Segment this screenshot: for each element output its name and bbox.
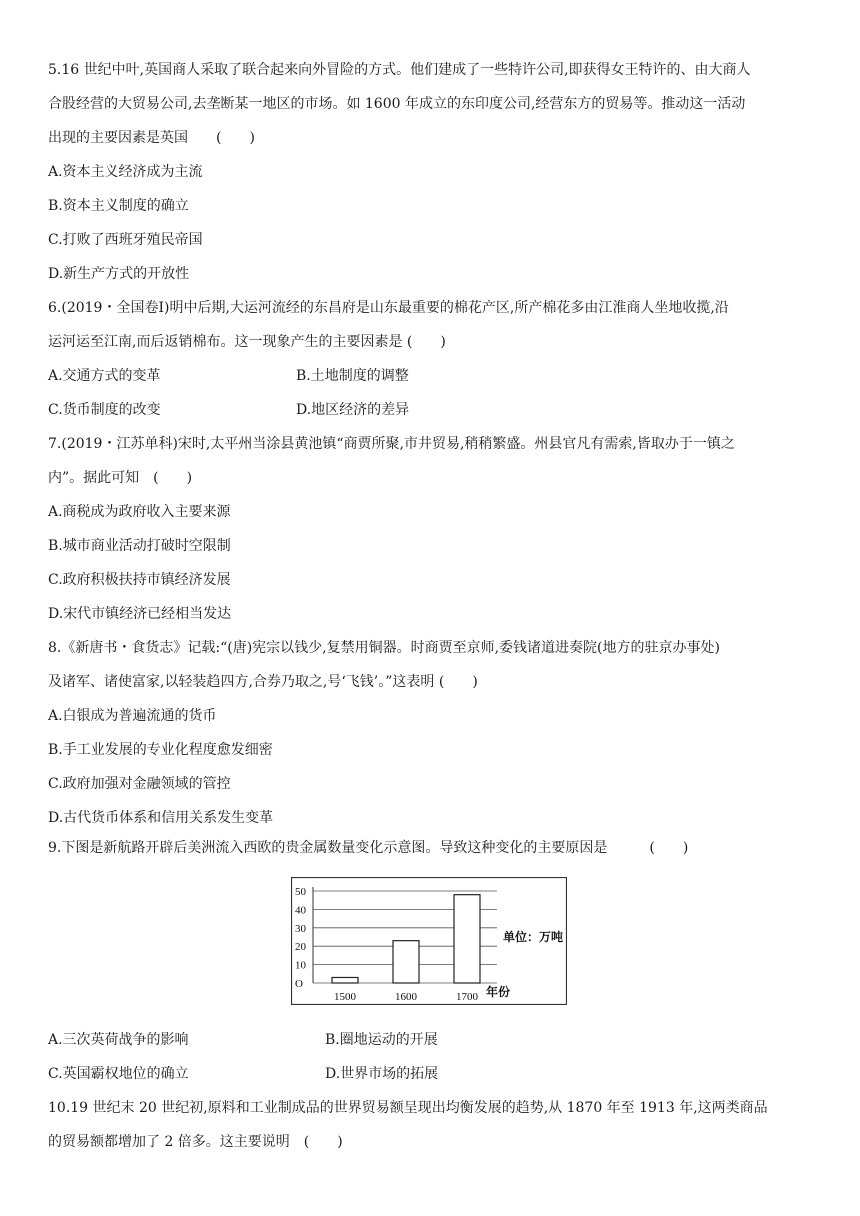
x-tick-label: 1600 xyxy=(395,991,417,1003)
q6-option-c[interactable]: C.货币制度的改变 xyxy=(48,402,161,418)
bar-1600 xyxy=(393,941,419,983)
y-tick-label: 30 xyxy=(295,922,306,935)
y-tick-label: O xyxy=(295,978,303,990)
q7-option-a[interactable]: A.商税成为政府收入主要来源 xyxy=(48,504,231,520)
bar-1500 xyxy=(332,977,358,983)
q9-stem-line-1: 9.下图是新航路开辟后美洲流入西欧的贵金属数量变化示意图。导致这种变化的主要原因是 ( ) xyxy=(48,840,689,856)
y-tick-label: 10 xyxy=(295,959,306,972)
q10-stem-line-1: 10.19 世纪末 20 世纪初,原料和工业制成品的世界贸易额呈现出均衡发展的趋势,从 1870 年至 1913 年,这两类商品 xyxy=(48,1100,768,1116)
q5-option-d[interactable]: D.新生产方式的开放性 xyxy=(48,266,190,282)
bar-1700 xyxy=(454,895,480,983)
q9-option-d[interactable]: D.世界市场的拓展 xyxy=(325,1066,439,1082)
q6-stem-line-1: 6.(2019・全国卷Ⅰ)明中后期,大运河流经的东昌府是山东最重要的棉花产区,所产棉花多由江淮商人坐地收揽,沿 xyxy=(48,300,729,316)
q5-stem-line-3: 出现的主要因素是英国 ( ) xyxy=(48,130,255,146)
q6-option-d[interactable]: D.地区经济的差异 xyxy=(296,402,410,418)
q8-stem-line-2: 及诸军、诸使富家,以轻装趋四方,合券乃取之,号‘飞钱’。”这表明 ( ) xyxy=(48,674,478,690)
q6-option-a[interactable]: A.交通方式的变革 xyxy=(48,368,161,384)
q10-stem-line-2: 的贸易额都增加了 2 倍多。这主要说明 ( ) xyxy=(48,1134,343,1150)
q5-stem-line-1: 5.16 世纪中叶,英国商人采取了联合起来向外冒险的方式。他们建成了一些特许公司,即获得女王特许的、由大商人 xyxy=(48,62,751,78)
q5-option-b[interactable]: B.资本主义制度的确立 xyxy=(48,198,189,214)
y-tick-label: 20 xyxy=(295,941,306,954)
q6-option-b[interactable]: B.土地制度的调整 xyxy=(296,368,409,384)
y-tick-label: 50 xyxy=(295,886,306,898)
q8-option-a[interactable]: A.白银成为普遍流通的货币 xyxy=(48,708,217,724)
q8-option-d[interactable]: D.古代货币体系和信用关系发生变革 xyxy=(48,810,274,826)
q5-option-c[interactable]: C.打败了西班牙殖民帝国 xyxy=(48,232,203,248)
q5-stem-line-2: 合股经营的大贸易公司,去垄断某一地区的市场。如 1600 年成立的东印度公司,经营东方的贸易等。推动这一活动 xyxy=(48,96,746,112)
chart-unit-label: 单位：万吨 xyxy=(503,930,564,944)
q8-option-b[interactable]: B.手工业发展的专业化程度愈发细密 xyxy=(48,742,273,758)
q9-option-a[interactable]: A.三次英荷战争的影响 xyxy=(48,1032,189,1048)
q8-option-c[interactable]: C.政府加强对金融领域的管控 xyxy=(48,776,231,792)
precious-metals-bar-chart xyxy=(291,877,567,1005)
q5-option-a[interactable]: A.资本主义经济成为主流 xyxy=(48,164,203,180)
q9-option-c[interactable]: C.英国霸权地位的确立 xyxy=(48,1066,189,1082)
q9-option-b[interactable]: B.圈地运动的开展 xyxy=(325,1032,438,1048)
q7-stem-line-1: 7.(2019・江苏单科)宋时,太平州当涂县黄池镇“商贾所聚,市井贸易,稍稍繁盛。州县官凡有需索,皆取办于一镇之 xyxy=(48,436,735,452)
q7-stem-line-2: 内”。据此可知 ( ) xyxy=(48,470,193,486)
q7-option-c[interactable]: C.政府积极扶持市镇经济发展 xyxy=(48,572,231,588)
q6-stem-line-2: 运河运至江南,而后返销棉布。这一现象产生的主要因素是 ( ) xyxy=(48,334,446,350)
q8-stem-line-1: 8.《新唐书・食货志》记载:“(唐)宪宗以钱少,复禁用铜器。时商贾至京师,委钱诸道进奏院(地方的驻京办事处) xyxy=(48,640,720,656)
chart-xlabel: 年份 xyxy=(486,985,511,999)
y-tick-label: 40 xyxy=(295,904,306,917)
q7-option-d[interactable]: D.宋代市镇经济已经相当发达 xyxy=(48,606,232,622)
x-tick-label: 1500 xyxy=(334,991,356,1003)
q7-option-b[interactable]: B.城市商业活动打破时空限制 xyxy=(48,538,231,554)
x-tick-label: 1700 xyxy=(456,991,478,1003)
